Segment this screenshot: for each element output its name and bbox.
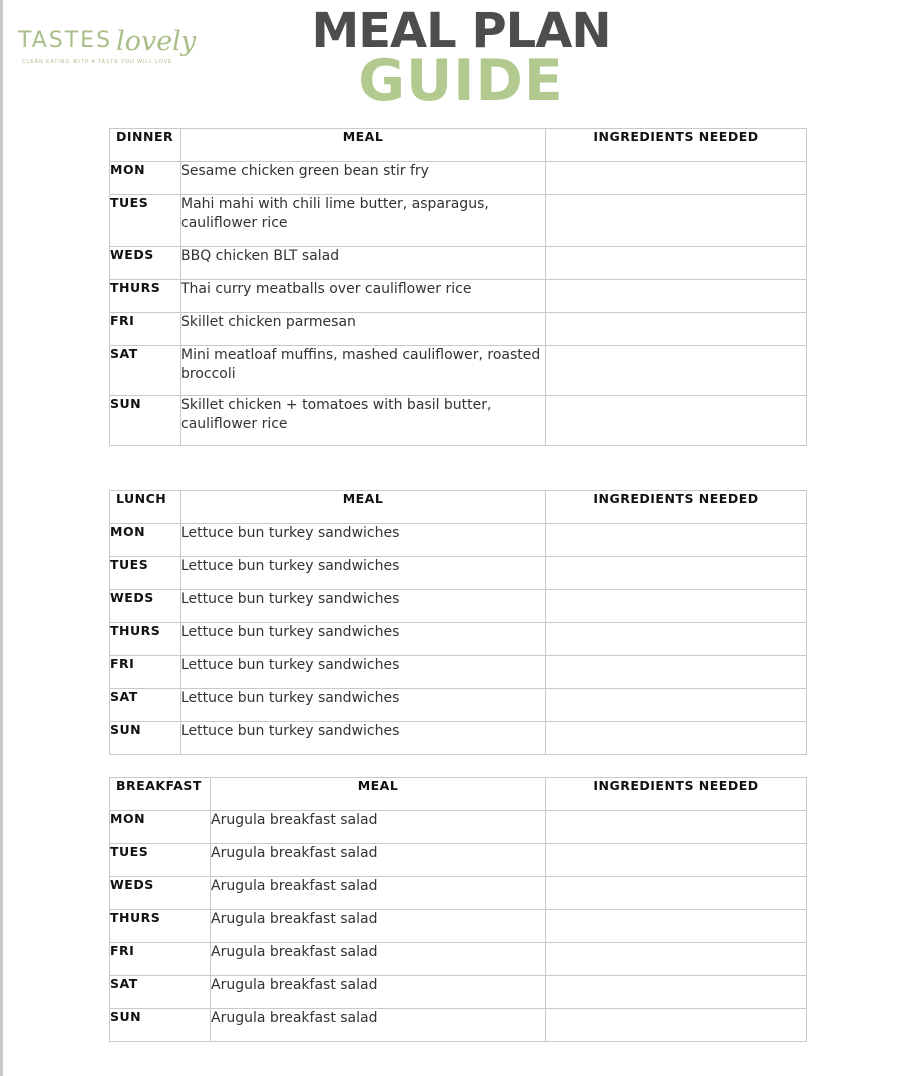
day-label: THURS	[110, 623, 181, 656]
meal-cell: Arugula breakfast salad	[211, 811, 546, 844]
ingredients-cell[interactable]	[546, 811, 807, 844]
table-row	[110, 623, 807, 656]
table-row	[110, 910, 807, 943]
column-header-meal-type: LUNCH	[110, 491, 181, 524]
ingredients-cell[interactable]	[546, 976, 807, 1009]
day-label: MON	[110, 811, 211, 844]
ingredients-cell[interactable]	[546, 722, 807, 755]
table-row	[110, 811, 807, 844]
meal-cell: BBQ chicken BLT salad	[181, 247, 546, 280]
column-header-ingredients: INGREDIENTS NEEDED	[546, 491, 807, 524]
ingredients-cell[interactable]	[546, 910, 807, 943]
day-label: THURS	[110, 280, 181, 313]
table-header-row	[110, 778, 807, 811]
meal-cell: Lettuce bun turkey sandwiches	[181, 689, 546, 722]
day-label: FRI	[110, 656, 181, 689]
column-header-meal-type: BREAKFAST	[110, 778, 211, 811]
meal-cell: Arugula breakfast salad	[211, 877, 546, 910]
day-label: FRI	[110, 943, 211, 976]
brand-logo	[18, 26, 208, 65]
day-label: MON	[110, 162, 181, 195]
ingredients-cell[interactable]	[546, 280, 807, 313]
table-row	[110, 689, 807, 722]
column-header-meal-type: DINNER	[110, 129, 181, 162]
meal-cell: Lettuce bun turkey sandwiches	[181, 623, 546, 656]
table-header-row	[110, 129, 807, 162]
ingredients-cell[interactable]	[546, 943, 807, 976]
table-row	[110, 1009, 807, 1042]
meal-cell: Lettuce bun turkey sandwiches	[181, 722, 546, 755]
meal-cell: Arugula breakfast salad	[211, 976, 546, 1009]
ingredients-cell[interactable]	[546, 689, 807, 722]
column-header-ingredients: INGREDIENTS NEEDED	[546, 129, 807, 162]
ingredients-cell[interactable]	[546, 195, 807, 247]
meal-cell: Lettuce bun turkey sandwiches	[181, 524, 546, 557]
table-row	[110, 844, 807, 877]
day-label: FRI	[110, 313, 181, 346]
brand-name-part2: lovely	[116, 26, 197, 57]
day-label: TUES	[110, 195, 181, 247]
table-row	[110, 280, 807, 313]
meal-cell: Arugula breakfast salad	[211, 943, 546, 976]
page-title-line1: MEAL PLAN	[311, 3, 611, 59]
day-label: SAT	[110, 689, 181, 722]
table-row	[110, 346, 807, 396]
table-row	[110, 943, 807, 976]
day-label: THURS	[110, 910, 211, 943]
page-left-edge	[0, 0, 3, 1076]
table-row	[110, 877, 807, 910]
day-label: TUES	[110, 557, 181, 590]
brand-tagline: CLEAN EATING WITH A TASTE YOU WILL LOVE	[22, 59, 173, 65]
table-row	[110, 162, 807, 195]
ingredients-cell[interactable]	[546, 844, 807, 877]
ingredients-cell[interactable]	[546, 247, 807, 280]
ingredients-cell[interactable]	[546, 557, 807, 590]
breakfast-table	[109, 777, 807, 1042]
brand-wordmark	[18, 26, 208, 57]
lunch-table	[109, 490, 807, 755]
ingredients-cell[interactable]	[546, 524, 807, 557]
day-label: TUES	[110, 844, 211, 877]
table-header-row	[110, 491, 807, 524]
day-label: SAT	[110, 976, 211, 1009]
day-label: MON	[110, 524, 181, 557]
page-title-line2: GUIDE	[358, 48, 564, 114]
table-row	[110, 524, 807, 557]
day-label: SUN	[110, 396, 181, 446]
brand-name-part1: TASTES	[18, 28, 113, 53]
meal-cell: Lettuce bun turkey sandwiches	[181, 656, 546, 689]
ingredients-cell[interactable]	[546, 162, 807, 195]
meal-cell: Lettuce bun turkey sandwiches	[181, 590, 546, 623]
table-row	[110, 247, 807, 280]
table-row	[110, 313, 807, 346]
table-row	[110, 656, 807, 689]
day-label: WEDS	[110, 247, 181, 280]
ingredients-cell[interactable]	[546, 656, 807, 689]
table-row	[110, 590, 807, 623]
ingredients-cell[interactable]	[546, 313, 807, 346]
meal-cell: Sesame chicken green bean stir fry	[181, 162, 546, 195]
table-row	[110, 195, 807, 247]
day-label: SUN	[110, 1009, 211, 1042]
meal-cell: Lettuce bun turkey sandwiches	[181, 557, 546, 590]
table-row	[110, 557, 807, 590]
day-label: SUN	[110, 722, 181, 755]
meal-cell: Arugula breakfast salad	[211, 910, 546, 943]
meal-cell: Arugula breakfast salad	[211, 1009, 546, 1042]
ingredients-cell[interactable]	[546, 877, 807, 910]
column-header-meal: MEAL	[181, 491, 546, 524]
ingredients-cell[interactable]	[546, 346, 807, 396]
dinner-table	[109, 128, 807, 446]
table-row	[110, 396, 807, 446]
day-label: WEDS	[110, 590, 181, 623]
meal-cell: Skillet chicken + tomatoes with basil butter, cauliflower rice	[181, 396, 546, 446]
ingredients-cell[interactable]	[546, 396, 807, 446]
meal-cell: Mini meatloaf muffins, mashed cauliflower, roasted broccoli	[181, 346, 546, 396]
meal-cell: Skillet chicken parmesan	[181, 313, 546, 346]
column-header-ingredients: INGREDIENTS NEEDED	[546, 778, 807, 811]
meal-cell: Thai curry meatballs over cauliflower rice	[181, 280, 546, 313]
column-header-meal: MEAL	[211, 778, 546, 811]
table-row	[110, 976, 807, 1009]
day-label: SAT	[110, 346, 181, 396]
meal-cell: Arugula breakfast salad	[211, 844, 546, 877]
ingredients-cell[interactable]	[546, 590, 807, 623]
table-row	[110, 722, 807, 755]
column-header-meal: MEAL	[181, 129, 546, 162]
ingredients-cell[interactable]	[546, 623, 807, 656]
ingredients-cell[interactable]	[546, 1009, 807, 1042]
day-label: WEDS	[110, 877, 211, 910]
meal-cell: Mahi mahi with chili lime butter, asparagus, cauliflower rice	[181, 195, 546, 247]
